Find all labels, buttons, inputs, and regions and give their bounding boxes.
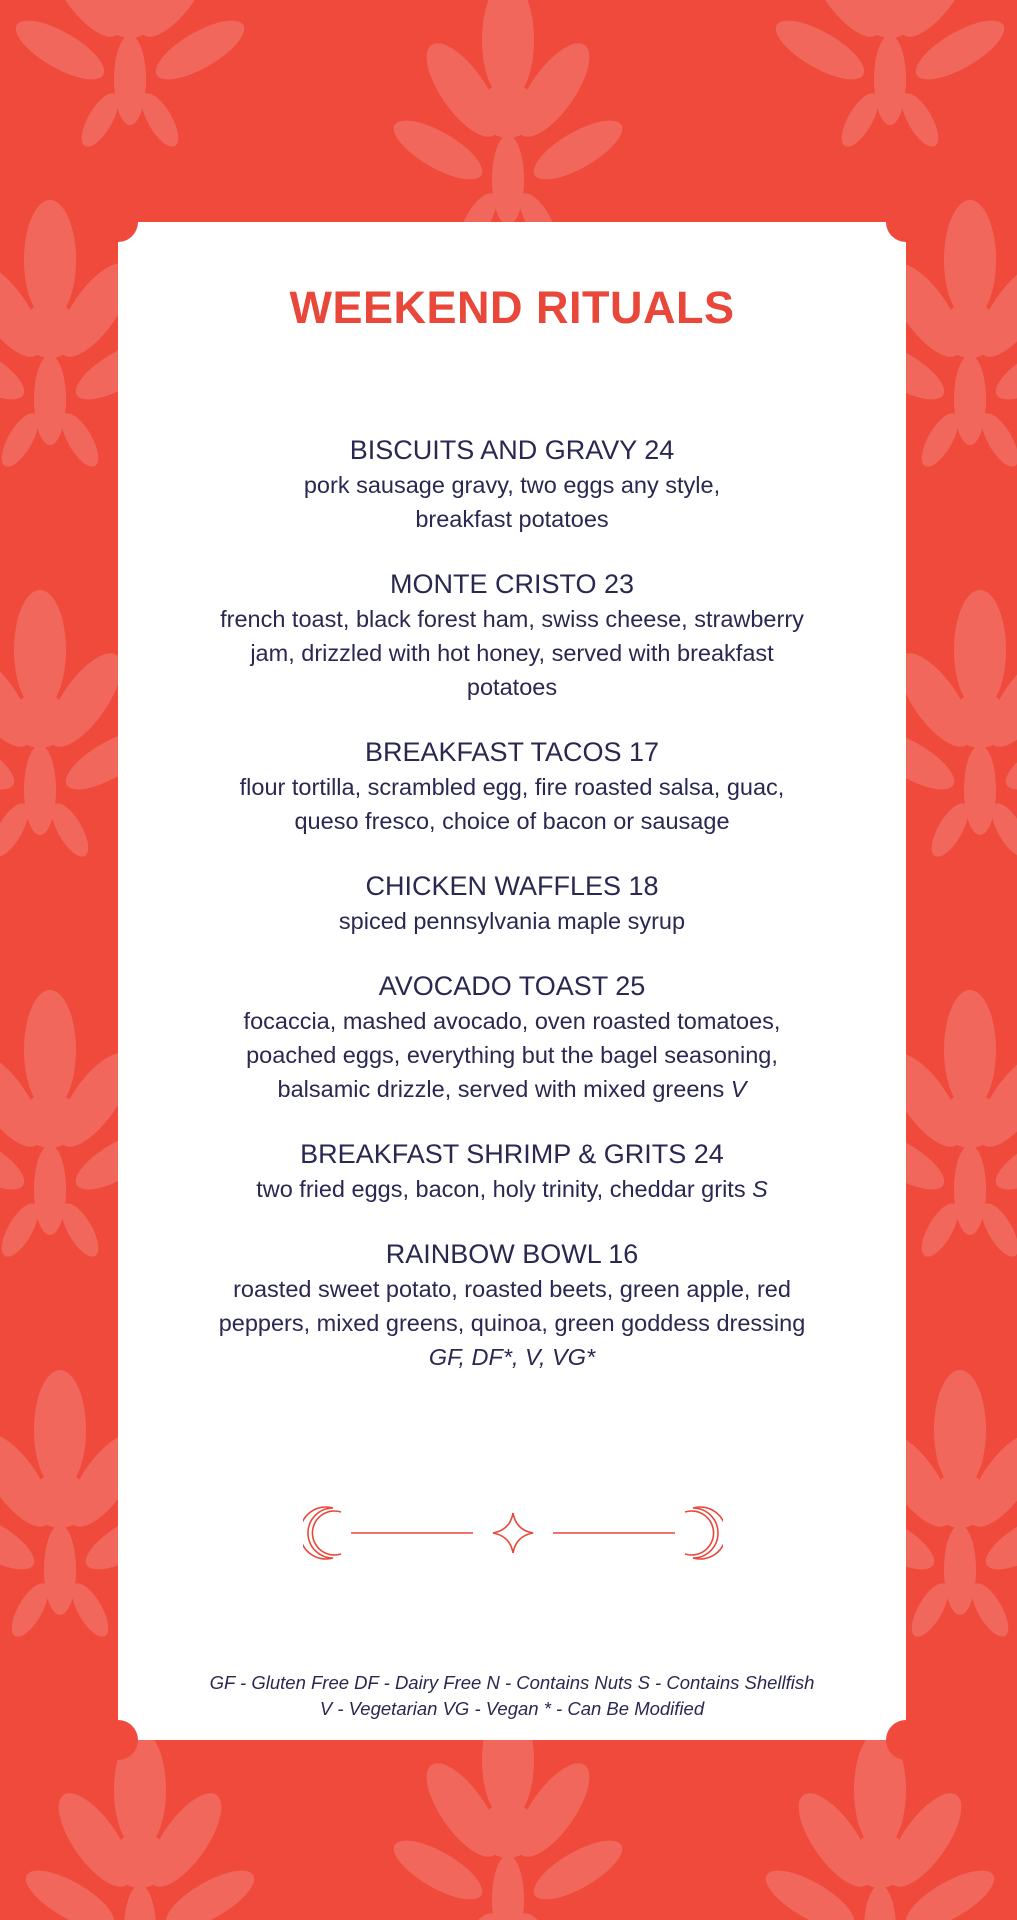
description-text: roasted sweet potato, roasted beets, green apple, red bbox=[233, 1276, 791, 1302]
card-corner-notch bbox=[886, 202, 926, 242]
description-text: french toast, black forest ham, swiss cheese, strawberry bbox=[220, 606, 804, 632]
description-text: potatoes bbox=[466, 674, 558, 700]
menu-item-name: MONTE CRISTO 23 bbox=[389, 569, 635, 599]
menu-card bbox=[118, 222, 906, 1740]
legend-line: GF - Gluten Free DF - Dairy Free N - Contains Nuts S - Contains Shellfish bbox=[209, 1672, 815, 1693]
menu-item bbox=[158, 734, 866, 838]
description-line bbox=[158, 468, 866, 502]
description-line bbox=[158, 770, 866, 804]
card-corner-notch bbox=[98, 202, 138, 242]
description-line bbox=[158, 636, 866, 670]
dietary-legend bbox=[118, 1670, 906, 1722]
menu-item-description bbox=[158, 468, 866, 536]
menu-item-name: BREAKFAST TACOS 17 bbox=[364, 737, 660, 767]
menu-item bbox=[158, 1136, 866, 1206]
description-line bbox=[158, 602, 866, 636]
card-corner-notch bbox=[886, 1720, 926, 1760]
moon-star-divider-ornament bbox=[303, 1498, 723, 1568]
menu-item-name: RAINBOW BOWL 16 bbox=[385, 1239, 639, 1269]
description-line bbox=[158, 804, 866, 838]
menu-item-description bbox=[158, 602, 866, 704]
description-line bbox=[158, 1272, 866, 1306]
description-line bbox=[158, 904, 866, 938]
menu-item bbox=[158, 968, 866, 1106]
menu-item-name: BREAKFAST SHRIMP & GRITS 24 bbox=[300, 1139, 724, 1169]
menu-item-description bbox=[158, 1004, 866, 1106]
menu-item-name: AVOCADO TOAST 25 bbox=[378, 971, 646, 1001]
description-line bbox=[158, 1004, 866, 1038]
menu-item-description bbox=[158, 1172, 866, 1206]
menu-title: WEEKEND RITUALS bbox=[289, 282, 735, 333]
description-line bbox=[158, 670, 866, 704]
description-text: flour tortilla, scrambled egg, fire roasted salsa, guac, bbox=[239, 774, 785, 800]
description-line bbox=[158, 1340, 866, 1374]
menu-item-description bbox=[158, 1272, 866, 1374]
menu-item-name: BISCUITS AND GRAVY 24 bbox=[349, 435, 675, 465]
menu-item-description bbox=[158, 904, 866, 938]
menu-item bbox=[158, 1236, 866, 1374]
description-text: spiced pennsylvania maple syrup bbox=[338, 908, 686, 934]
description-text: balsamic drizzle, served with mixed greens bbox=[277, 1076, 725, 1102]
description-text: pork sausage gravy, two eggs any style, bbox=[303, 472, 721, 498]
description-line bbox=[158, 502, 866, 536]
dietary-tag: S bbox=[752, 1176, 768, 1202]
menu-item-description bbox=[158, 770, 866, 838]
description-text: focaccia, mashed avocado, oven roasted tomatoes, bbox=[243, 1008, 781, 1034]
description-text: poached eggs, everything but the bagel seasoning, bbox=[246, 1042, 778, 1068]
legend-line: V - Vegetarian VG - Vegan * - Can Be Modified bbox=[319, 1698, 705, 1719]
menu-item bbox=[158, 868, 866, 938]
description-line bbox=[158, 1038, 866, 1072]
menu-item bbox=[158, 566, 866, 704]
dietary-tag: GF, DF*, V, VG* bbox=[428, 1344, 596, 1370]
description-text: two fried eggs, bacon, holy trinity, cheddar grits bbox=[256, 1176, 746, 1202]
description-line bbox=[158, 1172, 866, 1206]
description-text: queso fresco, choice of bacon or sausage bbox=[294, 808, 730, 834]
menu-items bbox=[158, 432, 866, 1404]
menu-item-name: CHICKEN WAFFLES 18 bbox=[365, 871, 659, 901]
description-text: peppers, mixed greens, quinoa, green goddess dressing bbox=[218, 1310, 806, 1336]
menu-item bbox=[158, 432, 866, 536]
description-text: jam, drizzled with hot honey, served with breakfast bbox=[250, 640, 774, 666]
card-corner-notch bbox=[98, 1720, 138, 1760]
description-line bbox=[158, 1306, 866, 1340]
dietary-tag: V bbox=[730, 1076, 747, 1102]
description-text: breakfast potatoes bbox=[415, 506, 609, 532]
description-line bbox=[158, 1072, 866, 1106]
